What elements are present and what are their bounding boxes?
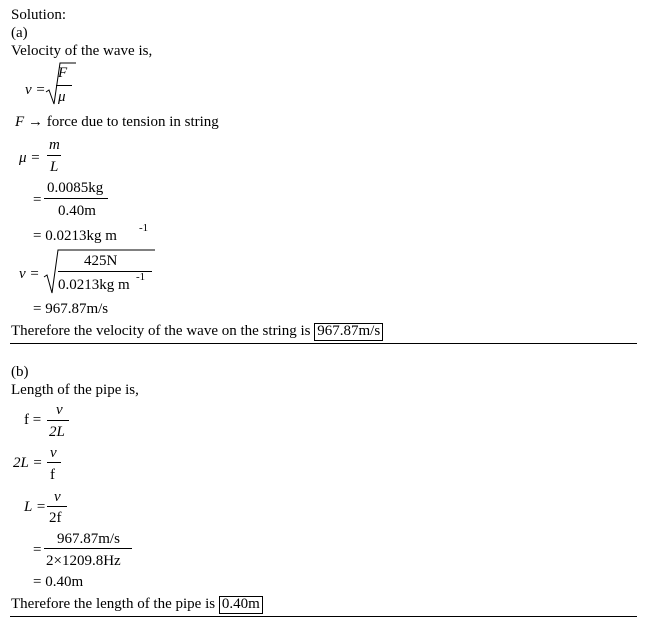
velocity-lhs-2: v = bbox=[19, 266, 40, 282]
force-numerator: F bbox=[58, 65, 68, 81]
section-divider bbox=[10, 616, 637, 617]
frequency-lhs: f = bbox=[24, 412, 42, 428]
v-numerator: v bbox=[56, 402, 63, 418]
denominator-value: 2×1209.8Hz bbox=[46, 553, 121, 569]
conclusion-a-text: Therefore the velocity of the wave on the string is bbox=[11, 323, 311, 339]
section-divider bbox=[10, 343, 637, 344]
velocity-lhs: v = bbox=[25, 82, 46, 98]
fraction-bar bbox=[56, 85, 72, 86]
fraction-bar bbox=[47, 155, 61, 156]
equals-sign: = bbox=[33, 192, 42, 208]
conclusion-b-text: Therefore the length of the pipe is bbox=[11, 596, 216, 612]
fraction-bar bbox=[44, 198, 108, 199]
answer-box-velocity: 967.87m/s bbox=[314, 323, 383, 341]
length-result: = 0.40m bbox=[33, 574, 84, 590]
v-numerator: v bbox=[54, 489, 61, 505]
answer-box-length: 0.40m bbox=[219, 596, 263, 614]
two-L-denominator: 2L bbox=[49, 424, 65, 440]
fraction-bar bbox=[47, 506, 67, 507]
conclusion-b bbox=[11, 596, 263, 614]
two-L-lhs: 2L = bbox=[13, 455, 43, 471]
solution-title: Solution: bbox=[11, 7, 67, 23]
L-lhs: L = bbox=[24, 499, 46, 515]
part-a-label: (a) bbox=[11, 25, 28, 41]
f-denominator: f bbox=[50, 467, 55, 483]
velocity-value: = 967.87m/s bbox=[33, 301, 109, 317]
mu-denominator-value: 0.0213kg m bbox=[58, 277, 130, 293]
force-symbol: F bbox=[15, 114, 25, 130]
fraction-bar bbox=[47, 420, 69, 421]
part-a-intro: Velocity of the wave is, bbox=[11, 43, 153, 59]
mass-symbol: m bbox=[49, 137, 60, 153]
exponent: -1 bbox=[136, 271, 146, 283]
tension-value: 425N bbox=[84, 253, 118, 269]
fraction-bar bbox=[44, 548, 132, 549]
mu-lhs: μ = bbox=[19, 150, 41, 166]
length-symbol: L bbox=[50, 159, 59, 175]
exponent: -1 bbox=[139, 222, 149, 234]
conclusion-a bbox=[11, 323, 383, 341]
velocity-numerator-value: 967.87m/s bbox=[57, 531, 120, 547]
two-f-denominator: 2f bbox=[49, 510, 62, 526]
part-b-label: (b) bbox=[11, 364, 29, 380]
mu-value: = 0.0213kg m bbox=[33, 228, 117, 244]
length-value: 0.40m bbox=[58, 203, 96, 219]
equals-sign: = bbox=[33, 542, 42, 558]
force-note: → force due to tension in string bbox=[28, 114, 219, 130]
mass-value: 0.0085kg bbox=[47, 180, 104, 196]
mu-denominator: μ bbox=[58, 89, 66, 105]
fraction-bar bbox=[47, 462, 61, 463]
v-numerator: v bbox=[50, 445, 57, 461]
part-b-intro: Length of the pipe is, bbox=[11, 382, 139, 398]
